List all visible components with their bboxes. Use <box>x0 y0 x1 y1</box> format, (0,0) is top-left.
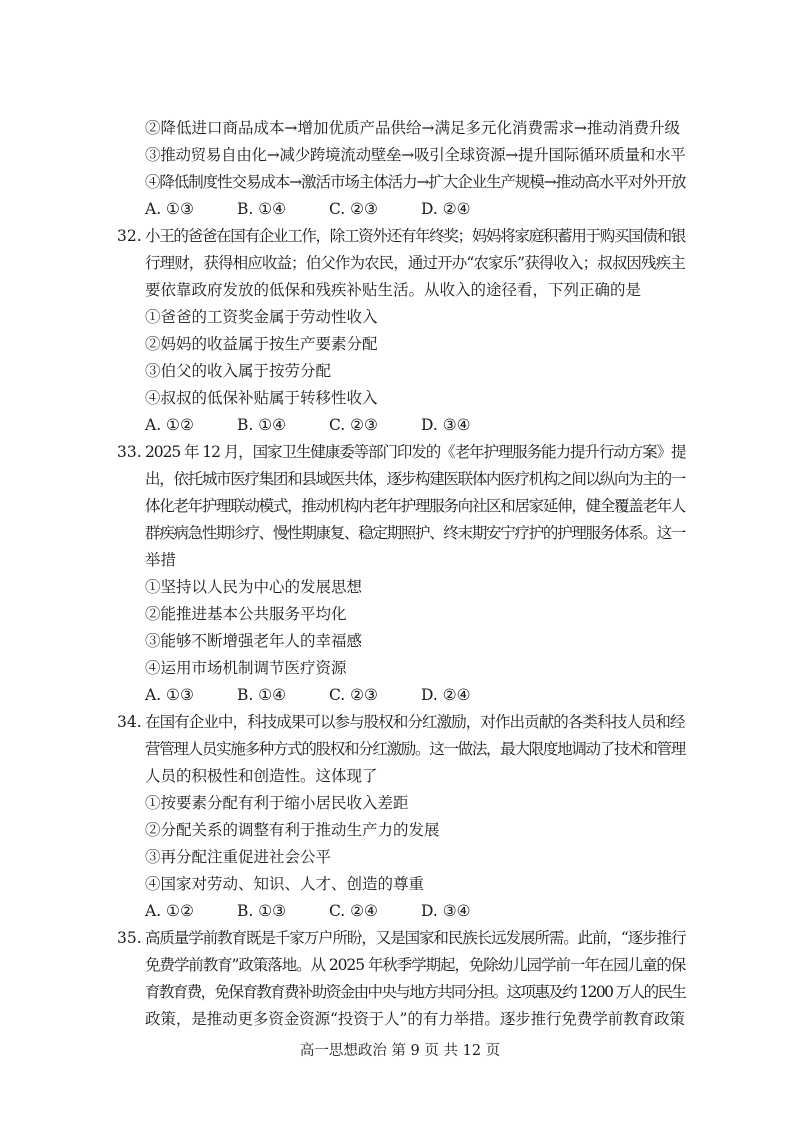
q34-number: 34. <box>117 713 142 731</box>
q33-stem-line: 举措 <box>145 551 177 569</box>
q32-stem-line: 小王的爸爸在国有企业工作，除工资外还有年终奖；妈妈将家庭积蓄用于购买国债和银 <box>145 227 686 245</box>
q35-number: 35. <box>117 929 142 947</box>
q34-choice-b: B. ①③ <box>237 902 287 920</box>
q34-option-1: ①按要素分配有利于缩小居民收入差距 <box>145 794 409 812</box>
q35-stem-line: 政策，是推动更多资金资源“投资于人”的有力举措。逐步推行免费学前教育政策 <box>145 1010 685 1028</box>
q31-choices <box>145 199 513 219</box>
q34-stem-line: 人员的积极性和创造性。这体现了 <box>145 767 378 785</box>
q34-choice-c: C. ②④ <box>329 902 378 920</box>
q33-option-4: ④运用市场机制调节医疗资源 <box>145 659 347 677</box>
q32-choice-a: A. ①② <box>145 416 194 434</box>
q33-stem-line: 群疾病急性期诊疗、慢性期康复、稳定期照护、终末期安宁疗护的护理服务体系。这一 <box>145 524 686 542</box>
q33-choice-c: C. ②③ <box>329 686 378 704</box>
q32-option-2: ②妈妈的收益属于按生产要素分配 <box>145 335 378 353</box>
q31-option-4: ④降低制度性交易成本→激活市场主体活力→扩大企业生产规模→推动高水平对外开放 <box>145 173 686 191</box>
q34-stem-line: 在国有企业中，科技成果可以参与股权和分红激励，对作出贡献的各类科技人员和经 <box>145 713 685 731</box>
q32-option-4: ④叔叔的低保补贴属于转移性收入 <box>145 389 378 407</box>
q31-choice-b: B. ①④ <box>237 200 287 218</box>
q33-choice-b: B. ①④ <box>237 686 287 704</box>
q34-choice-d: D. ③④ <box>421 902 471 920</box>
q32-choice-c: C. ②③ <box>329 416 378 434</box>
q33-option-3: ③能够不断增强老年人的幸福感 <box>145 632 363 650</box>
page-footer: 高一思想政治 第 9 页 共 12 页 <box>299 1043 501 1059</box>
q33-choice-a: A. ①③ <box>145 686 194 704</box>
q35-stem-line: 免费学前教育”政策落地。从 2025 年秋季学期起，免除幼儿园学前一年在园儿童的保 <box>145 956 686 974</box>
q31-option-3: ③推动贸易自由化→减少跨境流动壁垒→吸引全球资源→提升国际循环质量和水平 <box>145 146 686 164</box>
q33-choice-d: D. ②④ <box>421 686 471 704</box>
q31-choice-c: C. ②③ <box>329 200 378 218</box>
q35-stem-line: 高质量学前教育既是千家万户所盼，又是国家和民族长远发展所需。此前，“逐步推行 <box>145 929 686 947</box>
q35-stem-line: 育教育费，免保育教育费补助资金由中央与地方共同分担。这项惠及约 1200 万人的民生 <box>145 983 686 1001</box>
q31-option-2: ②降低进口商品成本→增加优质产品供给→满足多元化消费需求→推动消费升级 <box>145 119 680 137</box>
q32-option-1: ①爸爸的工资奖金属于劳动性收入 <box>145 308 378 326</box>
q32-option-3: ③伯父的收入属于按劳分配 <box>145 362 332 380</box>
q33-stem-line: 体化老年护理联动模式，推动机构内老年护理服务向社区和居家延伸，健全覆盖老年人 <box>145 497 686 515</box>
q31-choice-d: D. ②④ <box>421 200 471 218</box>
q31-choice-a: A. ①③ <box>145 200 194 218</box>
q33-option-1: ①坚持以人民为中心的发展思想 <box>145 578 363 596</box>
q34-choice-a: A. ①② <box>145 902 194 920</box>
q34-stem-line: 营管理人员实施多种方式的股权和分红激励。这一做法，最大限度地调动了技术和管理 <box>145 740 686 758</box>
q33-stem-line: 2025 年 12 月，国家卫生健康委等部门印发的《老年护理服务能力提升行动方案》提 <box>145 443 686 461</box>
q33-number: 33. <box>117 443 142 461</box>
q32-stem-line: 要依靠政府发放的低保和残疾补贴生活。从收入的途径看，下列正确的是 <box>145 281 642 299</box>
q32-choices <box>145 415 513 435</box>
q34-option-3: ③再分配注重促进社会公平 <box>145 848 332 866</box>
q33-stem-line: 出，依托城市医疗集团和县域医共体，逐步构建医联体内医疗机构之间以纵向为主的一 <box>145 470 686 488</box>
q32-choice-b: B. ①④ <box>237 416 287 434</box>
q33-choices <box>145 685 513 705</box>
q34-option-4: ④国家对劳动、知识、人才、创造的尊重 <box>145 875 425 893</box>
q34-option-2: ②分配关系的调整有利于推动生产力的发展 <box>145 821 440 839</box>
q34-choices <box>145 901 513 921</box>
q32-stem-line: 行理财，获得相应收益；伯父作为农民，通过开办“农家乐”获得收入；叔叔因残疾主 <box>145 254 685 272</box>
q32-number: 32. <box>117 227 142 245</box>
q33-option-2: ②能推进基本公共服务平均化 <box>145 605 347 623</box>
q32-choice-d: D. ③④ <box>421 416 471 434</box>
